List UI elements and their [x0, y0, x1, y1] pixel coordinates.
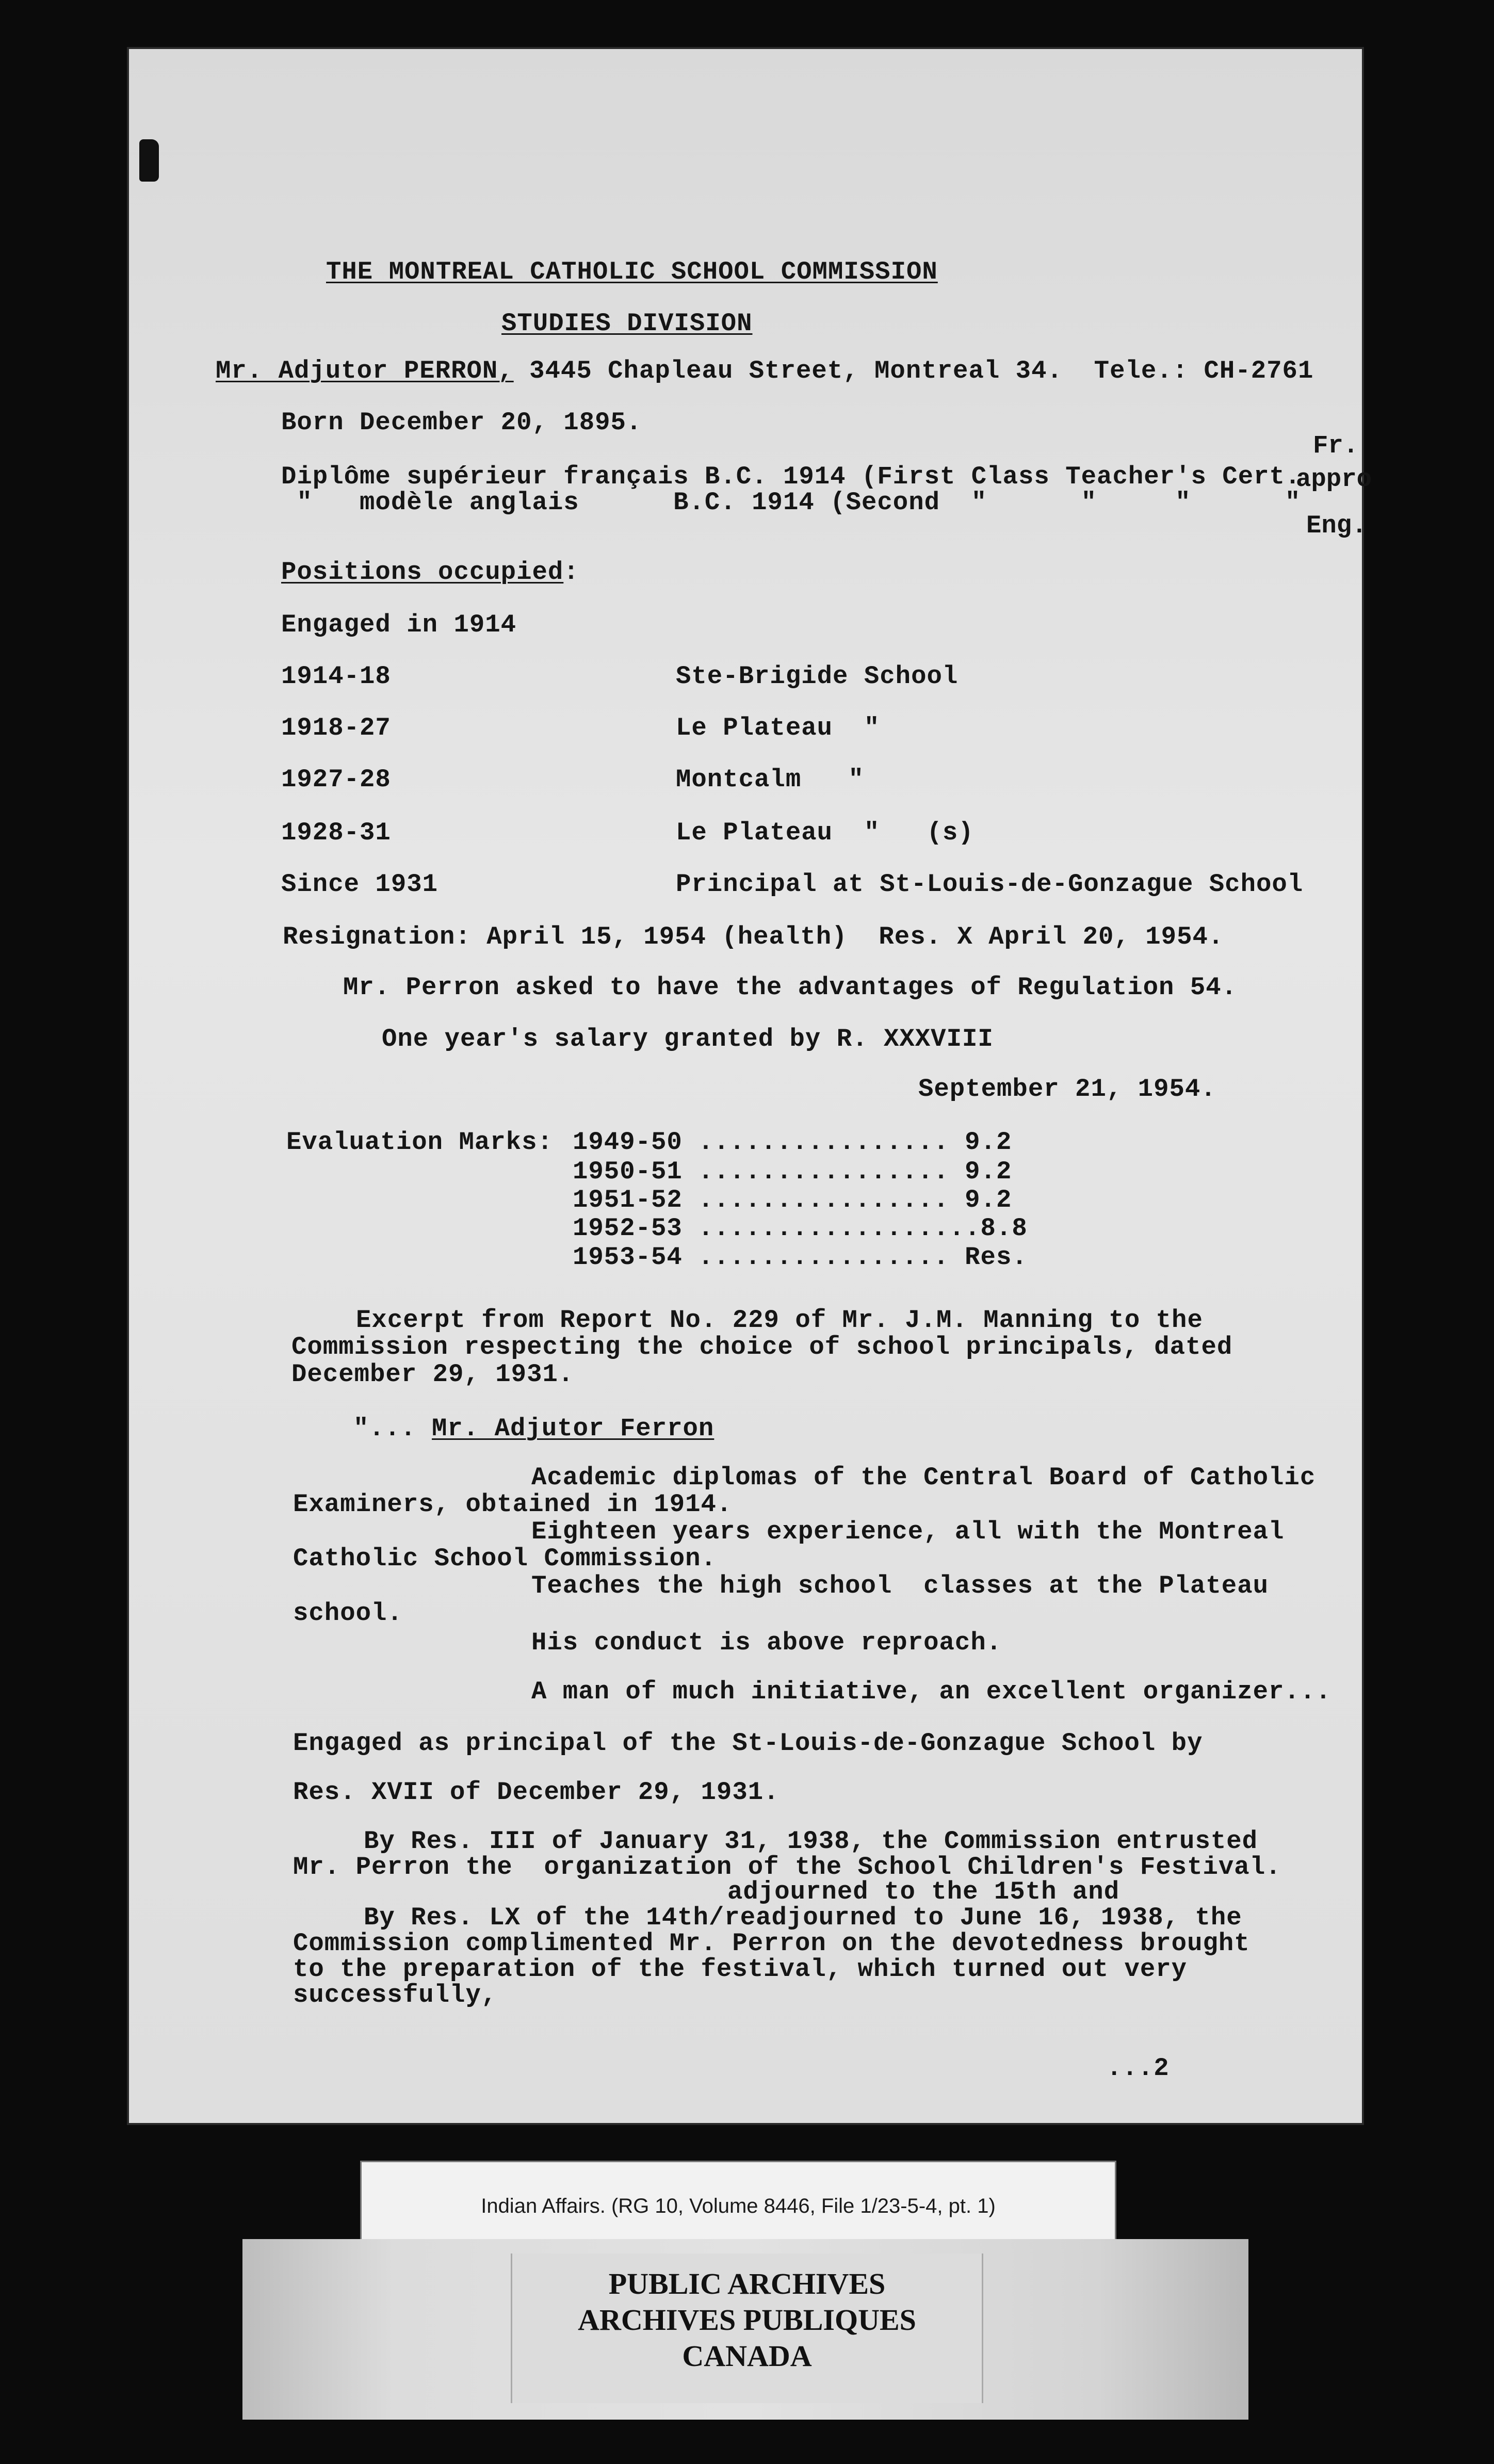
closing-line: Mr. Perron the organization of the School Children's Festival.	[293, 1853, 1281, 1882]
closing-line: By Res. LX of the 14th/readjourned to June 16, 1938, the	[364, 1903, 1242, 1932]
quote-line: Academic diplomas of the Central Board of Catholic	[531, 1463, 1316, 1492]
person-line	[216, 356, 1314, 385]
closing-line: Commission complimented Mr. Perron on the devotedness brought	[293, 1929, 1250, 1958]
engaged-year: Engaged in 1914	[281, 610, 517, 639]
person-name: Mr. Adjutor PERRON,	[216, 356, 514, 385]
position-years: Since 1931	[281, 870, 439, 899]
position-years: 1928-31	[281, 818, 391, 847]
closing-line: Res. XVII of December 29, 1931.	[293, 1778, 780, 1807]
stamp-line-1: PUBLIC ARCHIVES	[608, 2267, 886, 2300]
positions-heading: Positions occupied:	[281, 558, 579, 587]
position-years: 1918-27	[281, 714, 391, 742]
quote-line: His conduct is above reproach.	[531, 1628, 1002, 1657]
margin-eng: Eng.	[1306, 511, 1367, 540]
stamp-label	[511, 2254, 983, 2403]
excerpt-line: December 29, 1931.	[291, 1360, 574, 1389]
quote-line: Catholic School Commission.	[293, 1544, 717, 1573]
position-place: Montcalm "	[676, 765, 864, 794]
quote-line: Teaches the high school classes at the Plateau	[531, 1571, 1269, 1600]
position-place: Le Plateau "	[676, 714, 880, 742]
person-address: 3445 Chapleau Street, Montreal 34. Tele.: CH-2761	[529, 356, 1314, 385]
evaluation-label: Evaluation Marks:	[286, 1128, 553, 1157]
excerpt-line: Excerpt from Report No. 229 of Mr. J.M. Manning to the	[356, 1306, 1203, 1335]
evaluation-row: 1951-52 ................ 9.2	[573, 1186, 1012, 1214]
binder-tab	[139, 139, 159, 182]
evaluation-row: 1950-51 ................ 9.2	[573, 1157, 1012, 1186]
evaluation-row: 1949-50 ................ 9.2	[573, 1128, 1012, 1157]
closing-line: successfully,	[293, 1981, 497, 2009]
quote-line: Examiners, obtained in 1914.	[293, 1490, 733, 1519]
diploma-line-1: Diplôme supérieur français B.C. 1914 (First Class Teacher's Cert.	[281, 462, 1301, 491]
margin-fr: Fr.	[1313, 431, 1359, 460]
excerpt-line: Commission respecting the choice of school principals, dated	[291, 1333, 1233, 1361]
margin-approx: appro	[1296, 465, 1372, 494]
position-years: 1914-18	[281, 662, 391, 691]
stamp-line-3: CANADA	[682, 2339, 812, 2373]
page-continuation: ...2	[1107, 2054, 1170, 2083]
archive-reference	[360, 2161, 1116, 2251]
position-place: Ste-Brigide School	[676, 662, 959, 691]
document-page	[129, 49, 1372, 2123]
birth-date: Born December 20, 1895.	[281, 408, 642, 437]
closing-line: Engaged as principal of the St-Louis-de-Gonzague School by	[293, 1729, 1203, 1758]
closing-line: to the preparation of the festival, which turned out very	[293, 1955, 1188, 1984]
position-place: Le Plateau " (s)	[676, 818, 974, 847]
quote-line: A man of much initiative, an excellent organizer...	[531, 1677, 1331, 1706]
position-years: 1927-28	[281, 765, 391, 794]
archive-stamp	[242, 2239, 1248, 2420]
stamp-line-2: ARCHIVES PUBLIQUES	[578, 2303, 916, 2337]
closing-insertion: adjourned to the 15th and	[727, 1877, 1120, 1906]
reference-text: Indian Affairs. (RG 10, Volume 8446, File 1/23-5-4, pt. 1)	[481, 2194, 996, 2217]
closing-line: By Res. III of January 31, 1938, the Commission entrusted	[364, 1827, 1258, 1856]
resignation-line: Resignation: April 15, 1954 (health) Res. X April 20, 1954.	[283, 922, 1224, 951]
regulation-line: Mr. Perron asked to have the advantages of Regulation 54.	[343, 973, 1238, 1002]
org-heading: THE MONTREAL CATHOLIC SCHOOL COMMISSION	[326, 257, 938, 286]
quote-heading: "... Mr. Adjutor Ferron	[353, 1414, 714, 1443]
salary-date: September 21, 1954.	[918, 1075, 1216, 1104]
evaluation-row: 1953-54 ................ Res.	[573, 1243, 1028, 1272]
diploma-line-2: " modèle anglais B.C. 1914 (Second " " " "	[281, 488, 1301, 517]
division-heading: STUDIES DIVISION	[501, 309, 753, 338]
quote-line: Eighteen years experience, all with the Montreal	[531, 1517, 1285, 1546]
quote-line: school.	[293, 1599, 403, 1628]
salary-line: One year's salary granted by R. XXXVIII	[382, 1025, 994, 1053]
evaluation-row: 1952-53 ..................8.8	[573, 1214, 1028, 1243]
position-place: Principal at St-Louis-de-Gonzague School	[676, 870, 1304, 899]
